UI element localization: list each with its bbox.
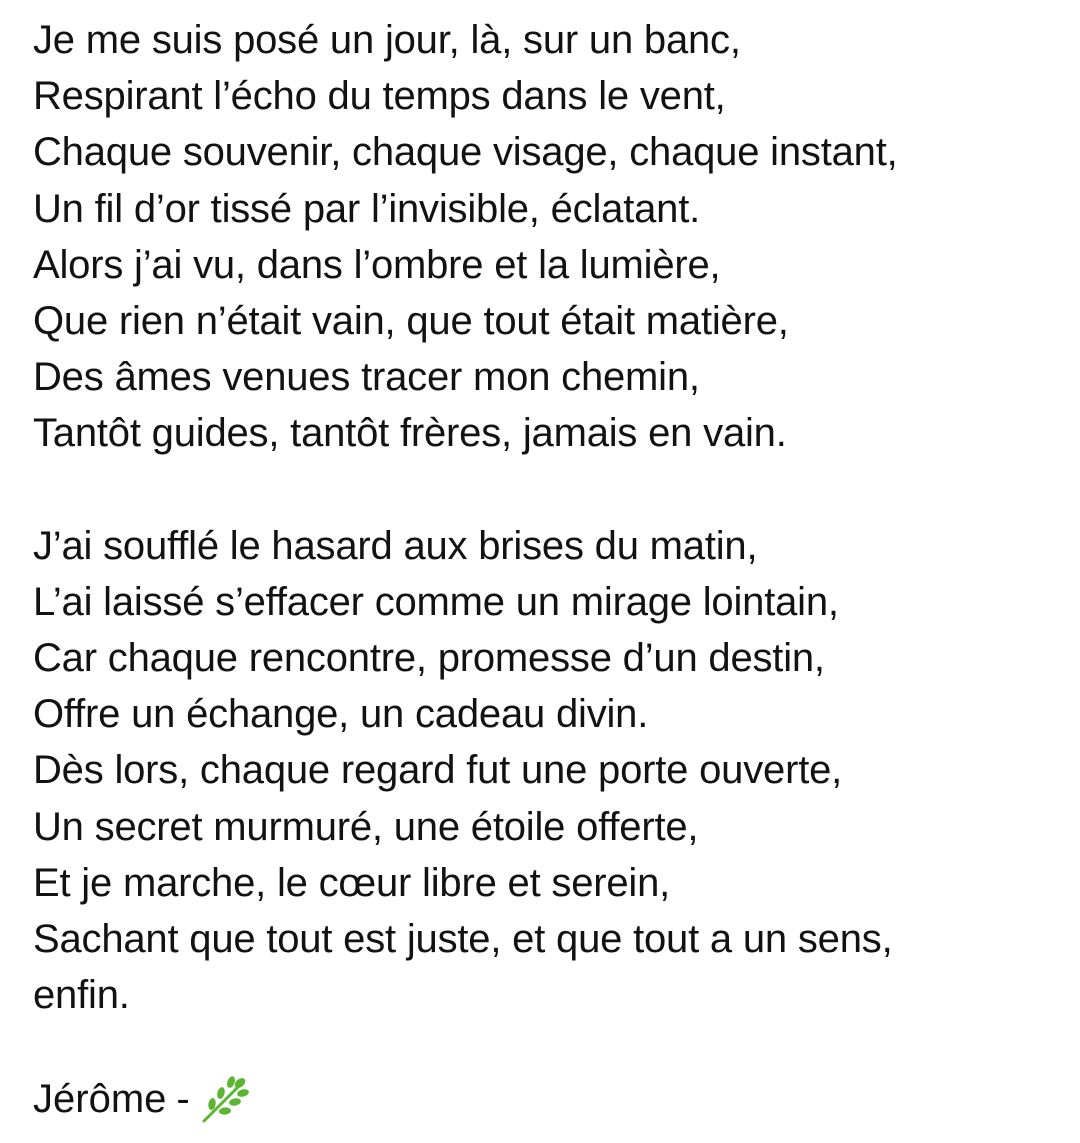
poem-line: Que rien n’était vain, que tout était matière, [33, 299, 789, 344]
poem-line: L’ai laissé s’effacer comme un mirage lointain, [33, 579, 839, 624]
poem [33, 12, 1063, 1023]
herb-icon [198, 1071, 254, 1127]
signature-separator: - [176, 1077, 190, 1121]
poem-line: Respirant l’écho du temps dans le vent, [33, 74, 726, 119]
poem-line: Des âmes venues tracer mon chemin, [33, 355, 700, 400]
stanza-2 [33, 518, 1063, 1024]
poem-line: Chaque souvenir, chaque visage, chaque instant, [33, 130, 898, 175]
poem-line: Offre un échange, un cadeau divin. [33, 692, 649, 737]
poem-line: Car chaque rencontre, promesse d’un destin, [33, 636, 825, 681]
poem-line: Tantôt guides, tantôt frères, jamais en vain. [33, 411, 787, 456]
poem-line: Un fil d’or tissé par l’invisible, éclatant. [33, 186, 701, 231]
poem-line: J’ai soufflé le hasard aux brises du matin, [33, 523, 758, 568]
poem-line: Et je marche, le cœur libre et serein, [33, 860, 671, 905]
poem-line: Sachant que tout est juste, et que tout a un sens, [33, 917, 893, 962]
poem-line: Dès lors, chaque regard fut une porte ouverte, [33, 748, 843, 793]
poem-line: Alors j’ai vu, dans l’ombre et la lumière, [33, 242, 721, 287]
signature [33, 1071, 254, 1127]
author-name: Jérôme [33, 1077, 167, 1121]
stanza-1 [33, 12, 1063, 462]
poem-line: Un secret murmuré, une étoile offerte, [33, 804, 699, 849]
poem-line: Je me suis posé un jour, là, sur un banc, [33, 18, 741, 62]
poem-line: enfin. [33, 973, 130, 1018]
